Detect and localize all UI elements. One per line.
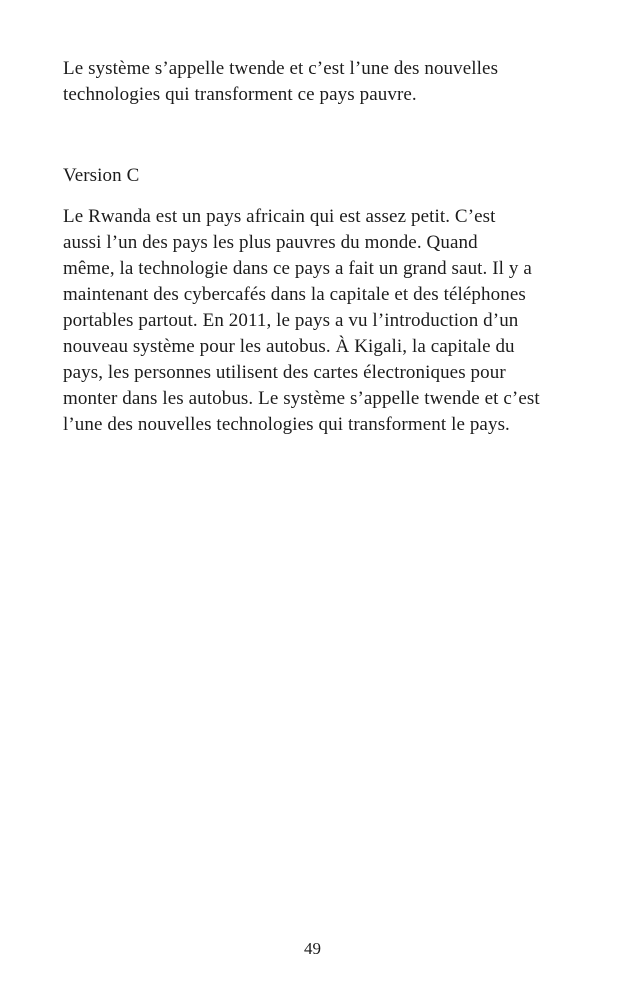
text-line: même, la technologie dans ce pays a fait un grand saut. Il y a — [63, 258, 532, 279]
text-line: technologies qui transforment ce pays pauvre. — [63, 84, 417, 105]
text-line: pays, les personnes utilisent des cartes électroniques pour — [63, 362, 506, 383]
intro-paragraph — [63, 56, 585, 108]
text-line: nouveau système pour les autobus. À Kigali, la capitale du — [63, 336, 515, 357]
section-heading: Version C — [63, 165, 140, 186]
text-line: Le Rwanda est un pays africain qui est assez petit. C’est — [63, 206, 496, 227]
text-line: aussi l’un des pays les plus pauvres du monde. Quand — [63, 232, 478, 253]
text-line: l’une des nouvelles technologies qui transforment le pays. — [63, 414, 510, 435]
body-paragraph — [63, 204, 585, 438]
text-line: maintenant des cybercafés dans la capitale et des téléphones — [63, 284, 526, 305]
text-line: monter dans les autobus. Le système s’appelle twende et c’est — [63, 388, 540, 409]
page-number: 49 — [304, 939, 321, 958]
text-line: portables partout. En 2011, le pays a vu l’introduction d’un — [63, 310, 519, 331]
text-line: Le système s’appelle twende et c’est l’une des nouvelles — [63, 58, 499, 79]
